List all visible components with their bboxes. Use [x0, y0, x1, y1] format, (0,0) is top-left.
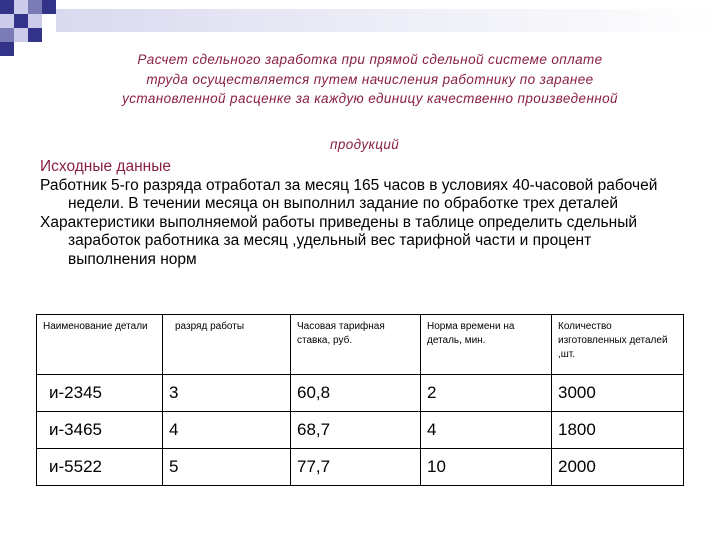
- task-description: [40, 158, 680, 270]
- paragraph-task: Характеристики выполняемой работы приведены в таблице определить сдельный заработок работника за месяц ,удельный вес тарифной части и процент выполнения норм: [40, 213, 637, 268]
- table-cell: 2: [421, 375, 552, 412]
- title-line: Расчет сдельного заработка при прямой сдельной системе оплате: [137, 52, 603, 67]
- header-cell: Часовая тарифная ставка, руб.: [291, 315, 421, 375]
- header-cell: разряд работы: [163, 315, 291, 375]
- header-cell: Норма времени на деталь, мин.: [421, 315, 552, 375]
- table-cell: и-3465: [37, 412, 163, 449]
- header-cell: Наименование детали: [37, 315, 163, 375]
- table-cell: 1800: [552, 412, 684, 449]
- table-row: [37, 412, 684, 449]
- table-row: [37, 449, 684, 486]
- table-cell: 4: [421, 412, 552, 449]
- title-line: установленной расценке за каждую единицу качественно произведенной: [122, 91, 618, 106]
- header-gradient-bar: [56, 9, 720, 32]
- table-cell: 2000: [552, 449, 684, 486]
- table-cell: 68,7: [291, 412, 421, 449]
- table-header-row: [37, 315, 684, 375]
- header-cell: Количество изготовленных деталей ,шт.: [552, 315, 684, 375]
- paragraph-worker: Работник 5-го разряда отработал за месяц 165 часов в условиях 40-часовой рабочей недели. В течении месяца он выполнил задание по обработке трех деталей: [40, 176, 658, 213]
- table-cell: 60,8: [291, 375, 421, 412]
- slide-title: [40, 50, 700, 109]
- table-cell: 3000: [552, 375, 684, 412]
- title-last-line: продукций: [330, 137, 400, 152]
- section-heading: Исходные данные: [40, 158, 171, 175]
- title-line: труда осуществляется путем начисления работнику по заранее: [146, 71, 594, 87]
- parts-table: [36, 314, 684, 486]
- table-cell: и-5522: [37, 449, 163, 486]
- table-cell: 4: [163, 412, 291, 449]
- table-row: [37, 375, 684, 412]
- table-cell: 77,7: [291, 449, 421, 486]
- table-cell: 5: [163, 449, 291, 486]
- table-cell: 10: [421, 449, 552, 486]
- table-cell: и-2345: [37, 375, 163, 412]
- table-cell: 3: [163, 375, 291, 412]
